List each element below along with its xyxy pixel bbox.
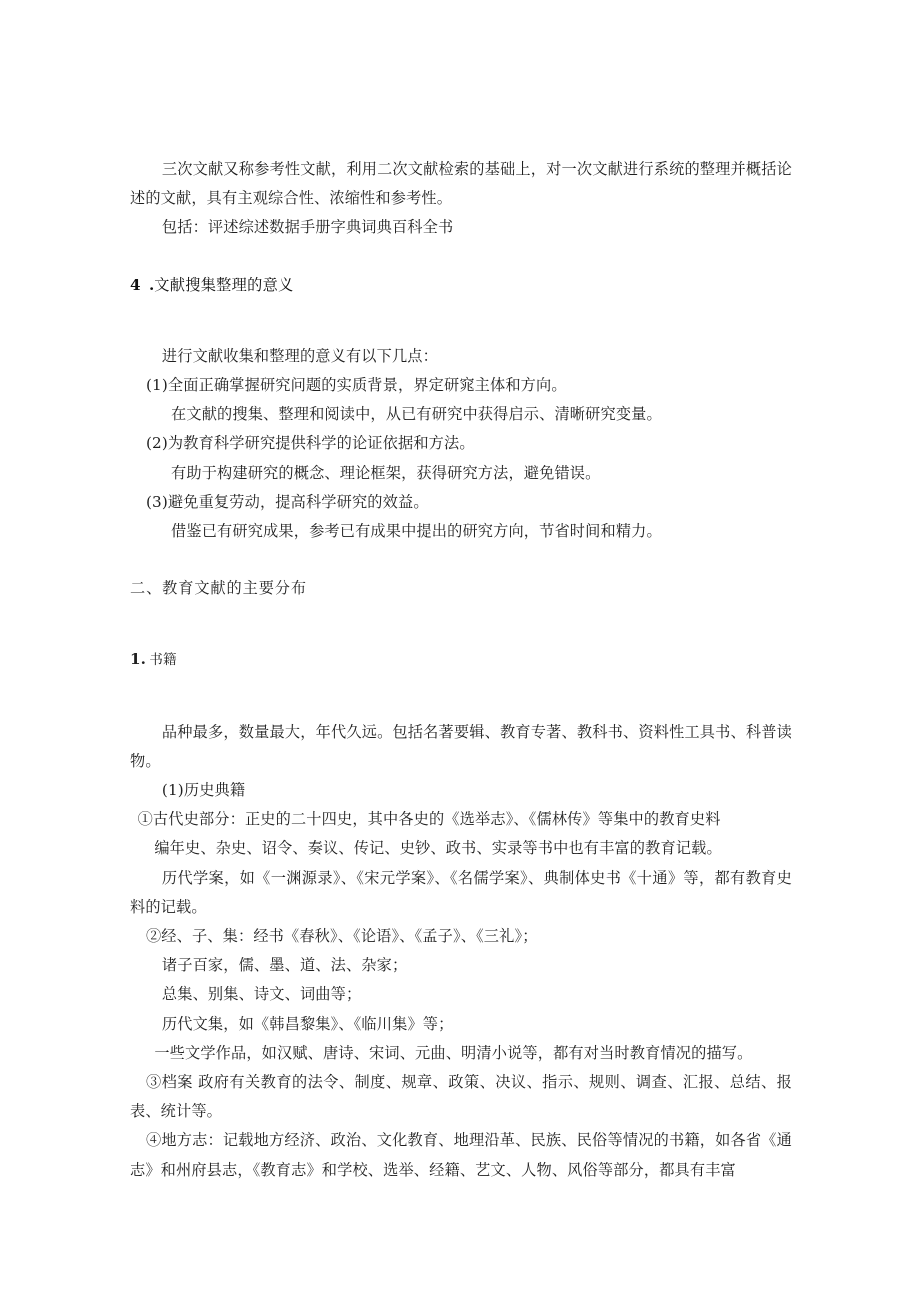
spacer-before-section-2 (130, 546, 792, 574)
heading-4-text: 文献搜集整理的意义 (154, 275, 294, 294)
sub-line-dynastic-collections: 历代文集，如《韩昌黎集》、《临川集》等； (161, 1014, 454, 1033)
sub-line-3: 借鉴已有研究成果，参考已有成果中提出的研究方向，节省时间和精力。 (171, 522, 662, 541)
circled-paragraph-local-records: ④地方志：记载地方经济、政治、文化教育、地理沿革、民族、民俗等情况的书籍，如各省《通志》和州府县志，《教育志》和学校、选举、经籍、艺文、人物、风俗等部分，都具有丰富 (130, 1131, 792, 1179)
sub-line-chronicles: 编年史、杂史、诏令、奏议、传记、史钞、政书、实录等书中也有丰富的教育记载。 (154, 839, 722, 858)
document-body (130, 155, 792, 1185)
sub-line-1: 在文献的搜集、整理和阅读中，从已有研究中获得启示、清晰研究变量。 (171, 405, 662, 424)
spacer-after-books-heading (130, 676, 792, 718)
heading-4-separator: . (148, 275, 155, 294)
spacer-before-heading-4 (130, 243, 792, 271)
circled-paragraph-archives: ③档案 政府有关教育的法令、制度、规章、政策、决议、指示、规则、调查、汇报、总结、报表、统计等。 (130, 1073, 792, 1121)
list-item-1: (1)全面正确掌握研究问题的实质背景，界定研窕主体和方向。 (145, 376, 567, 395)
list-item-historical-classics: (1)历史典籍 (161, 781, 246, 800)
heading-sub-books-number: 1. (130, 650, 146, 669)
paragraph-books-description: 品种最多，数量最大，年代久远。包括名著要辑、教育专著、教科书、资料性工具书、科普读物。 (130, 722, 792, 770)
sub-line-2: 有助于构建研究的概念、理论框架，获得研究方法，避免错误。 (171, 463, 601, 482)
paragraph-significance-intro: 进行文献收集和整理的意义有以下几点： (161, 346, 438, 365)
paragraph-dynastic-cases: 历代学案，如《一渊源录》、《宋元学案》、《名儒学案》、典制体史书《十通》等，都有教育史料的记载。 (130, 868, 792, 916)
heading-sub-books-text: 书籍 (149, 652, 177, 669)
list-item-3: (3)避免重复劳动，提高科学研究的效益。 (145, 492, 429, 511)
list-item-2: (2)为教育科学研究提供科学的论证依据和方法。 (145, 434, 475, 453)
heading-section-education-literature-distribution: 二、教育文献的主要分布 (130, 579, 307, 598)
spacer-after-section-2 (130, 603, 792, 645)
circled-item-classics: ②经、子、集：经书《春秋》、《论语》、《孟子》、《三礼》； (145, 927, 538, 946)
heading-4-number: 4 (130, 275, 141, 294)
heading-sub-books (130, 645, 792, 675)
sub-line-anthologies: 总集、别集、诗文、词曲等； (161, 985, 362, 1004)
sub-line-literary-works: 一些文学作品，如汉赋、唐诗、宋词、元曲、明清小说等，都有对当时教育情况的描写。 (154, 1043, 753, 1062)
sub-line-hundred-schools: 诸子百家，儒、墨、道、法、杂家； (161, 956, 408, 975)
paragraph-tertiary-literature: 三次文献又称参考性文献，利用二次文献检索的基础上，对一次文献进行系统的整理并概括论述的文献，具有主观综合性、浓缩性和参考性。 (130, 160, 792, 208)
heading-4-documentation-significance (130, 271, 792, 300)
spacer-after-heading-4 (130, 300, 792, 342)
circled-item-ancient-history: ①古代史部分：正史的二十四史，其中各史的《选举志》、《儒林传》等集中的教育史料 (137, 810, 721, 829)
paragraph-includes: 包括：评述综述数据手册字典词典百科全书 (161, 218, 454, 237)
